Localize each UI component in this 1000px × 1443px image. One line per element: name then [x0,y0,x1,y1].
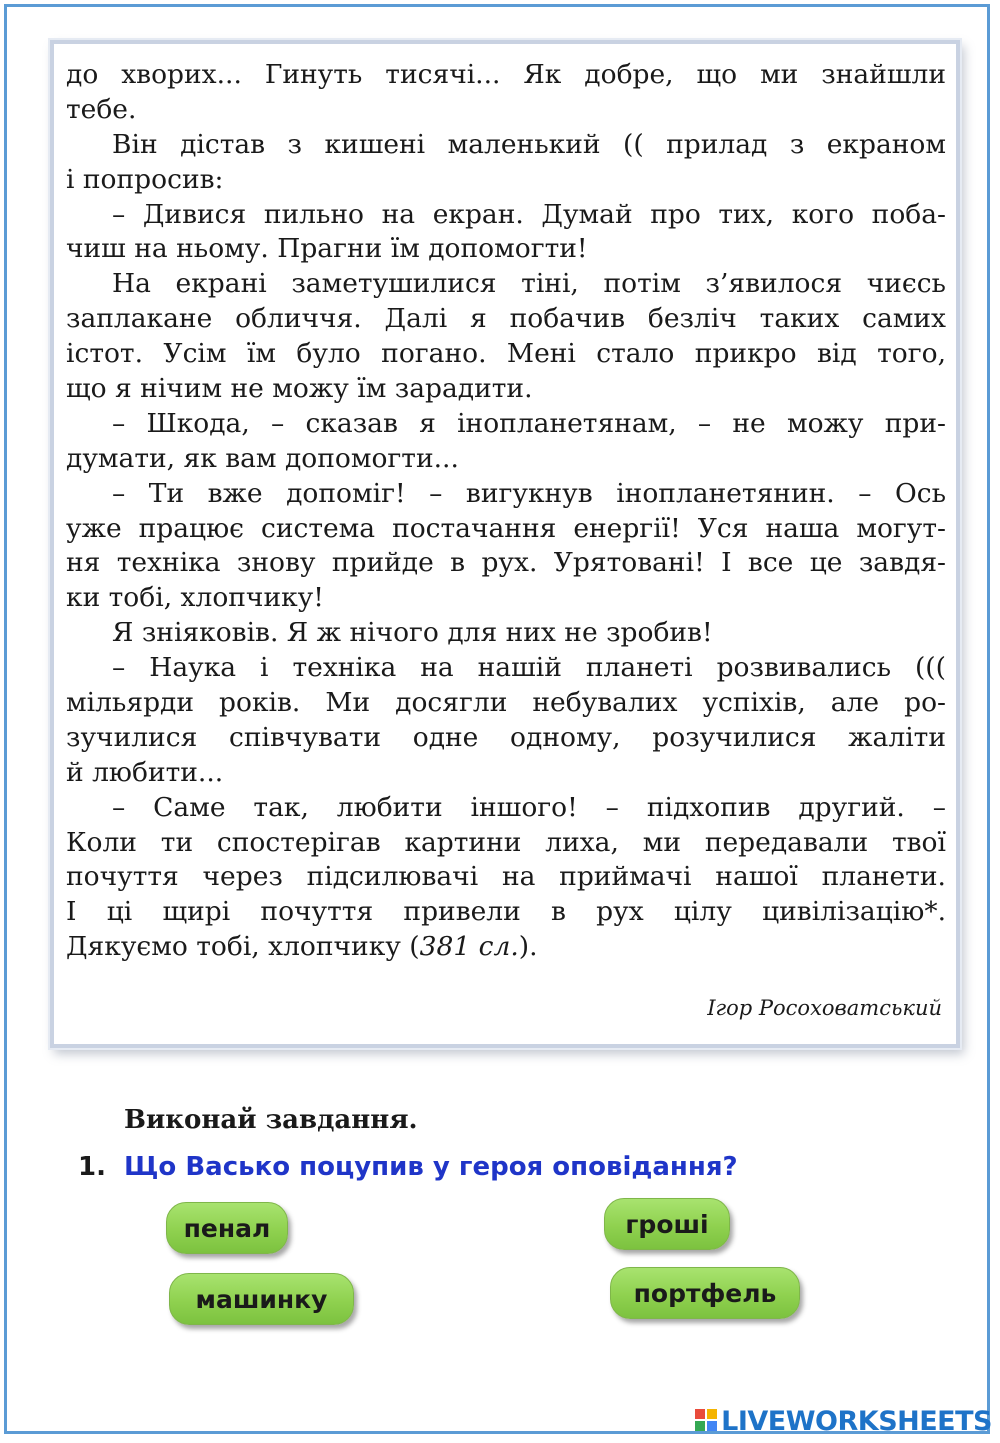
story-line: й любити... [66,756,224,788]
story-line: – Дивися пильно на екран. Думай про тих, кого поба- [112,198,946,230]
answer-button-portfel[interactable]: портфель [610,1267,800,1319]
story-line: уже працює система постачання енергії! Уся наша могут- [66,512,946,544]
story-line: Він дістав з кишені маленький (( прилад з екраном [112,128,946,160]
story-line: і попросив: [66,163,224,195]
story-line: – Шкода, – сказав я інопланетянам, – не можу при- [112,407,946,439]
story-line: до хворих... Гинуть тисячі... Як добре, що ми знайшли [66,59,946,90]
story-line-suffix: ). [518,931,538,963]
question-text: Що Васько поцупив у героя оповідання? [123,1152,738,1182]
story-line: думати, як вам допомогти... [66,442,459,474]
answer-button-groshi[interactable]: гроші [604,1198,730,1250]
question [78,1152,738,1182]
story-line: І ці щирі почуття привели в рух цілу цивілізацію*. [66,896,946,928]
word-count: 381 сл. [419,931,519,963]
liveworksheets-logo [695,1405,992,1437]
story-line: – Наука і техніка на нашій планеті розвивались ((( [112,652,946,684]
story-last-line [66,930,946,965]
story-line: На екрані заметушилися тіні, потім з’явилося чиєсь [112,268,946,300]
story-line: мільярди років. Ми досягли небувалих успіхів, але ро- [66,687,946,719]
story-line: – Ти вже допоміг! – вигукнув інопланетянин. – Ось [112,477,946,509]
story-line: що я нічим не можу їм зарадити. [66,373,533,405]
story-line: почуття через підсилювачі на приймачі нашої планети. [66,861,946,893]
story-line: – Саме так, любити іншого! – підхопив другий. – [112,791,946,823]
story-line: істот. Усім їм було погано. Мені стало прикро від того, [66,338,946,370]
story-line: заплакане обличчя. Далі я побачив безліч таких самих [66,303,946,335]
question-number: 1. [78,1152,106,1182]
story-line-prefix: Дякуємо тобі, хлопчику ( [66,931,420,963]
story-author: Ігор Росоховатський [707,996,942,1020]
story-line: Я зніяковів. Я ж нічого для них не зробив! [112,617,713,649]
story-line: чиш на ньому. Прагни їм допомогти! [66,233,588,265]
story-line: ня техніка знову прийде в рух. Урятовані! І все це завдя- [66,547,946,579]
task-heading: Виконай завдання. [124,1105,418,1135]
answer-button-penal[interactable]: пенал [166,1202,288,1254]
liveworksheets-logo-text: LIVEWORKSHEETS [721,1405,992,1437]
story-line: Коли ти спостерігав картини лиха, ми передавали твої [66,826,946,858]
story-line: зучилися співчувати одне одному, розучилися жаліти [66,721,946,753]
story-text [66,58,946,965]
story-line: ки тобі, хлопчику! [66,582,324,614]
answer-button-mashynku[interactable]: машинку [169,1273,354,1325]
liveworksheets-logo-icon [695,1409,719,1433]
story-line: тебе. [66,93,137,125]
